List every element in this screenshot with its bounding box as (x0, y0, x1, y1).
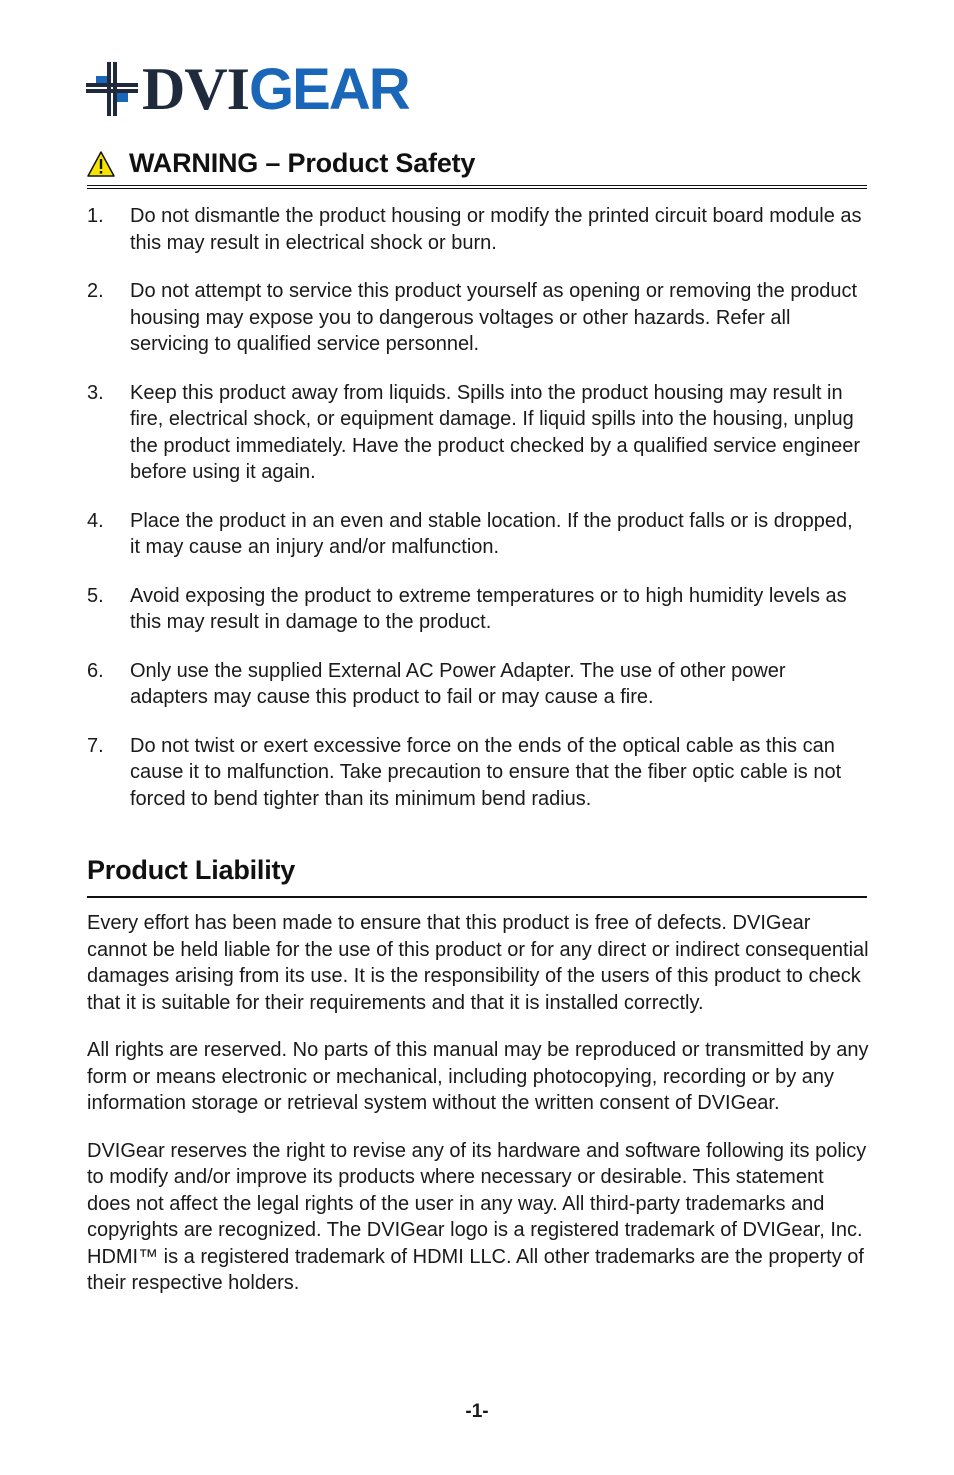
list-item-text: Do not twist or exert excessive force on the ends of the optical cable as this can cause it to malfunction. Take precaution to ensure that the fiber optic cable is not forced to bend tighter than its minimum bend radius. (130, 734, 842, 810)
list-item-number: 5. (87, 584, 104, 607)
list-item (87, 278, 867, 358)
warning-triangle-icon (87, 151, 115, 177)
list-item (87, 380, 867, 486)
list-item (87, 203, 867, 256)
list-item-number: 1. (87, 205, 104, 227)
dvigear-cross-logo-icon (86, 62, 138, 116)
list-item-number: 6. (87, 659, 104, 682)
list-item-number: 3. (87, 381, 104, 404)
list-item-text: Only use the supplied External AC Power Adapter. The use of other power adapters may cause this product to fail or may cause a fire. (130, 659, 786, 708)
warning-heading: WARNING – Product Safety (129, 148, 476, 178)
safety-list (87, 203, 867, 834)
list-item-text: Keep this product away from liquids. Spills into the product housing may result in fire, electrical shock, or equipment damage. If liquid spills into the housing, unplug the product immediately. Have the product checked by a qualified service engineer before using it again. (130, 381, 861, 483)
list-item-number: 4. (87, 509, 104, 532)
list-item-text: Place the product in an even and stable location. If the product falls or is dropped, it may cause an injury and/or malfunction. (130, 509, 853, 558)
list-item (87, 733, 867, 813)
dvigear-logo (86, 56, 409, 122)
list-item-number: 2. (87, 280, 104, 302)
paragraph: All rights are reserved. No parts of this manual may be reproduced or transmitted by any form or means electronic or mechanical, including photocopying, recording or by any information storage or retrieval system without the written consent of DVIGear. (87, 1039, 869, 1114)
warning-section-header (87, 148, 867, 179)
liability-heading: Product Liability (87, 855, 296, 885)
list-item-text: Avoid exposing the product to extreme temperatures or to high humidity levels as this may result in damage to the product. (130, 584, 847, 633)
list-item (87, 508, 867, 561)
list-item-text: Do not dismantle the product housing or modify the printed circuit board module as this may result in electrical shock or burn. (130, 205, 862, 254)
liability-heading-rule (87, 896, 867, 898)
paragraph: DVIGear reserves the right to revise any of its hardware and software following its policy to modify and/or improve its products where necessary or desirable. This statement does not affect the legal rights of the user in any way. All third-party trademarks and copyrights are recognized. The DVIGear logo is a registered trademark of DVIGear, Inc. HDMI™ is a registered trademark of HDMI LLC. All other trademarks are the property of their respective holders. (87, 1139, 867, 1294)
list-item-number: 7. (87, 734, 104, 757)
paragraph: Every effort has been made to ensure that this product is free of defects. DVIGear cannot be held liable for the use of this product or for any direct or indirect consequential damages arising from its use. It is the responsibility of the users of this product to check that it is suitable for their requirements and that it is installed correctly. (87, 912, 869, 1014)
list-item (87, 658, 867, 711)
liability-section-header (87, 855, 867, 886)
list-item-text: Do not attempt to service this product yourself as opening or removing the product housing may expose you to dangerous voltages or other hazards. Refer all servicing to qualified service personnel. (130, 280, 858, 355)
page-number: -1- (465, 1401, 489, 1422)
list-item (87, 583, 867, 636)
liability-body (87, 910, 872, 1318)
warning-heading-rule (87, 185, 867, 189)
logo-text-gear: GEAR (249, 57, 409, 122)
logo-text-dvi: DVI (142, 56, 250, 122)
